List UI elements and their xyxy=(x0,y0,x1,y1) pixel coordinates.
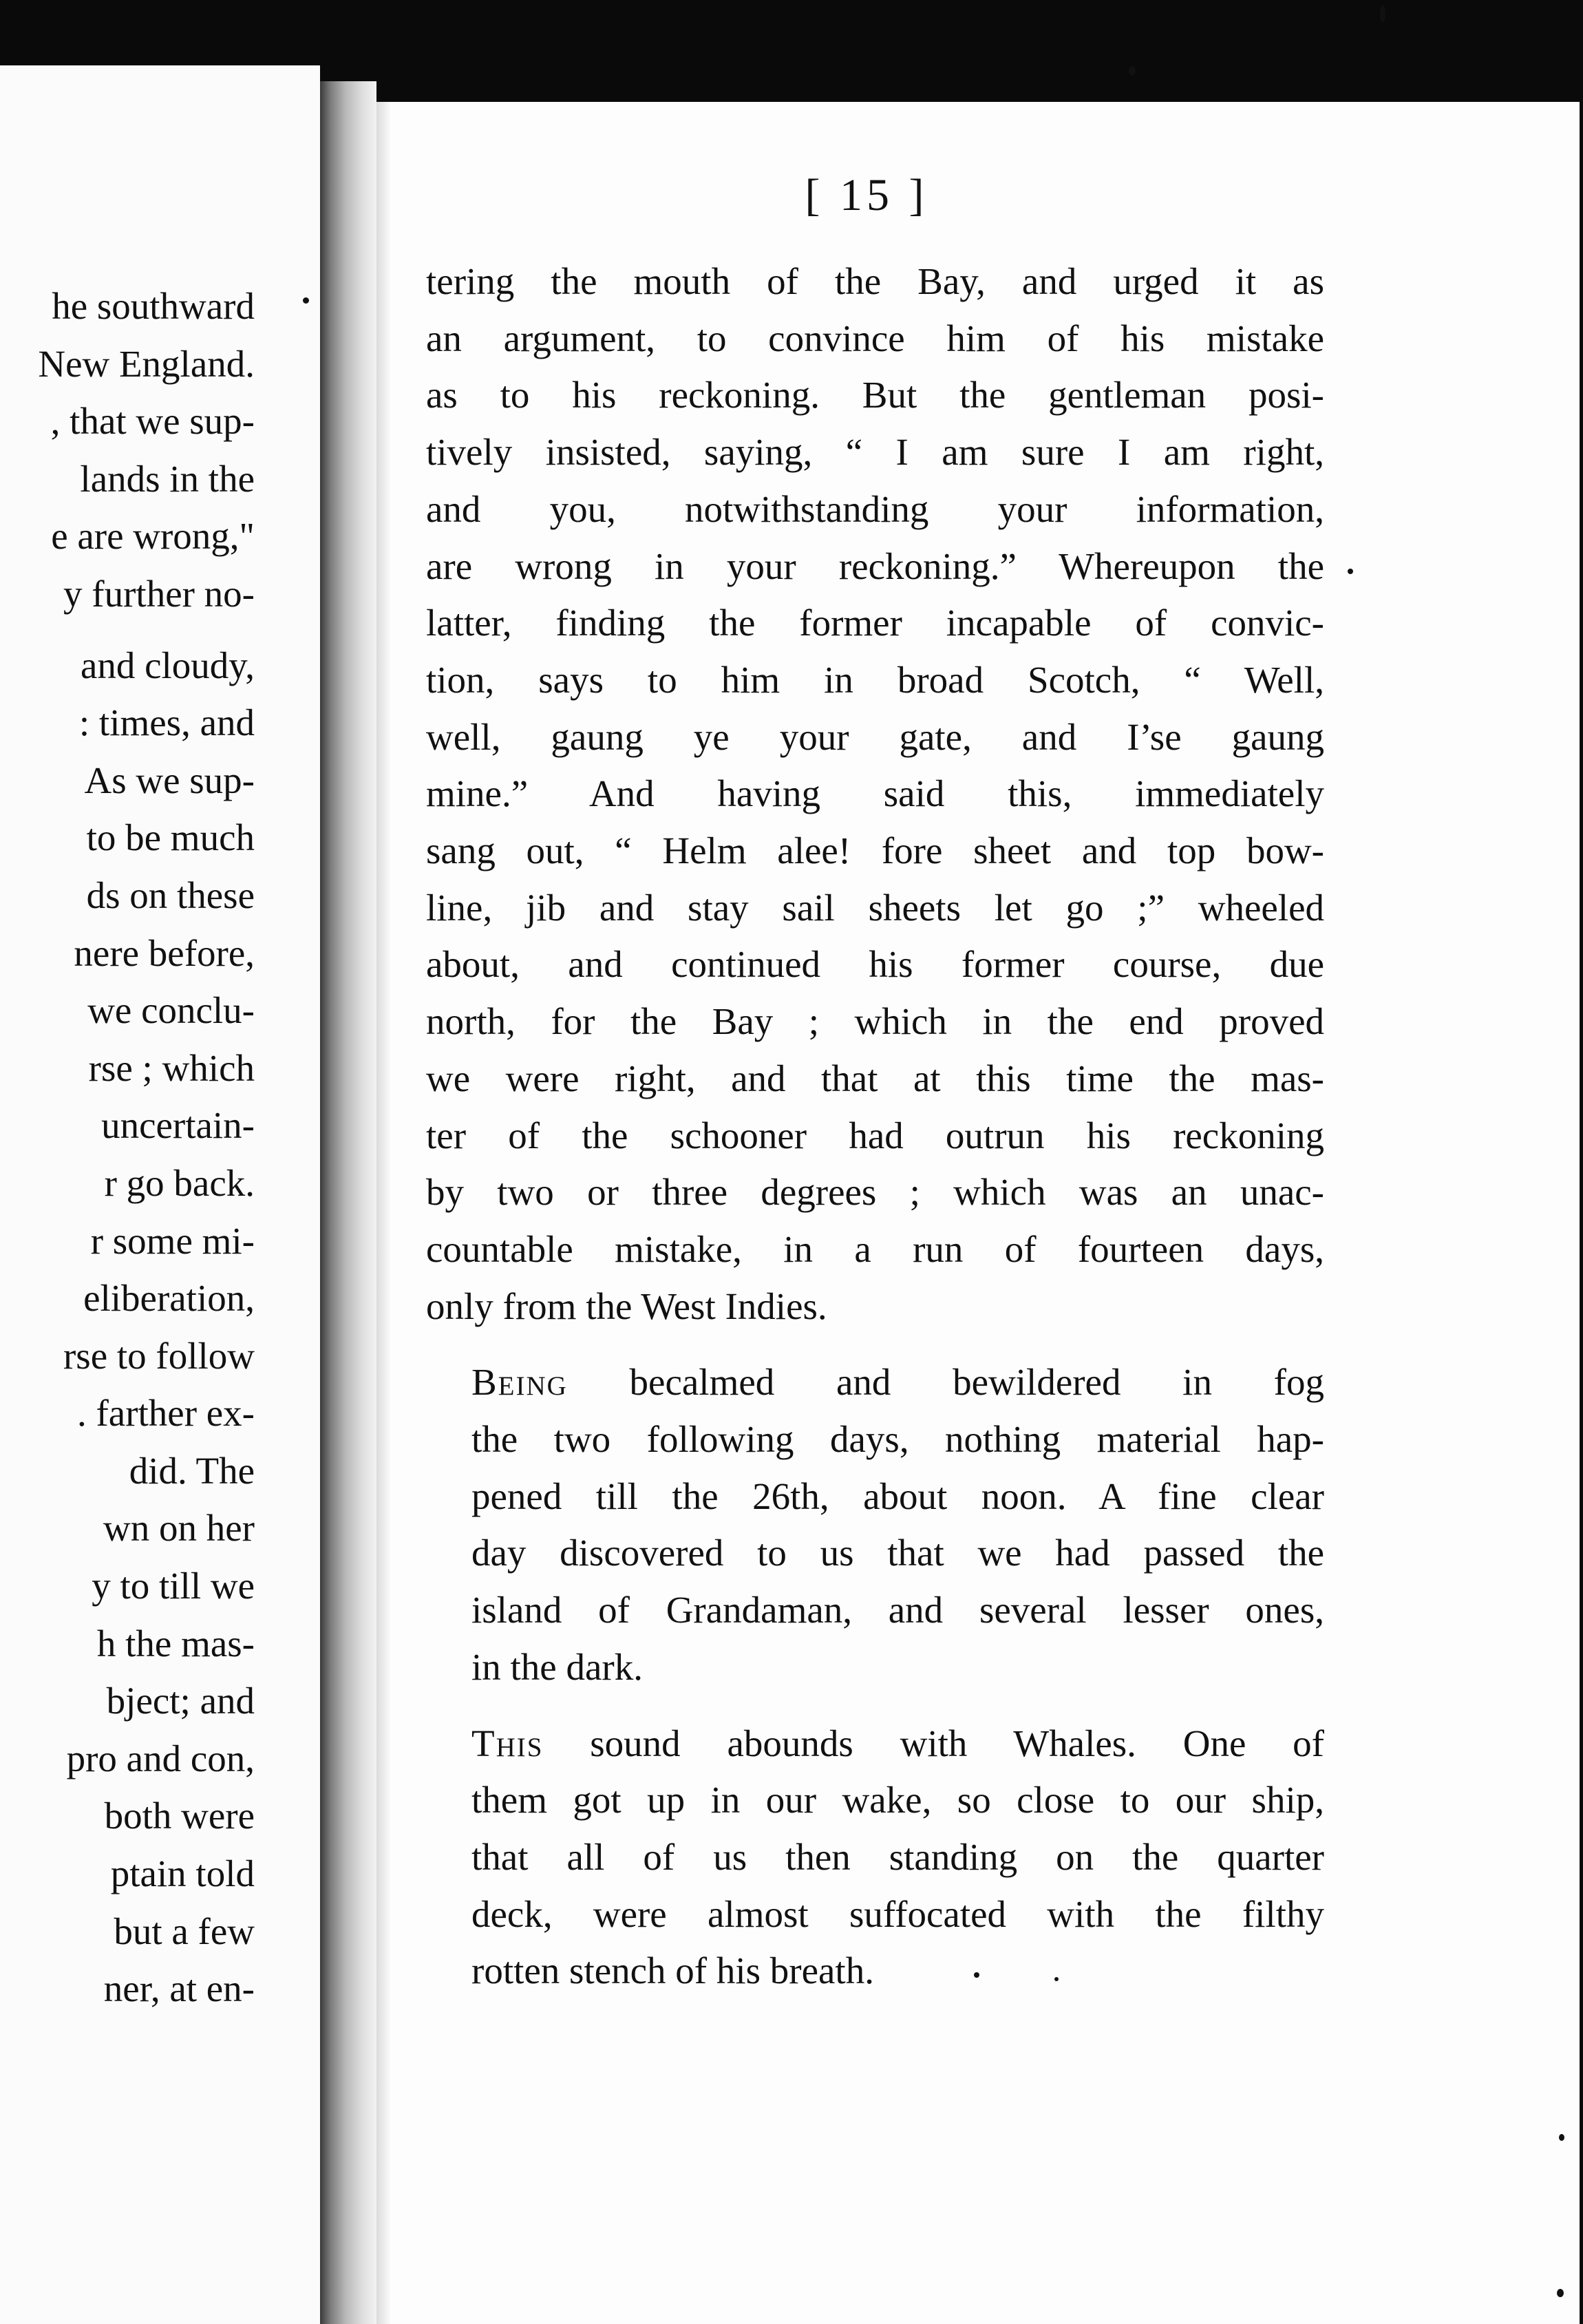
text-line: by two or three degrees ; which was an unac- xyxy=(426,1171,1324,1214)
left-line: r go back. xyxy=(104,1161,255,1204)
paragraph-lead-word: Being xyxy=(471,1361,568,1404)
left-line: : times, and xyxy=(78,701,255,744)
text-line: sang out, “ Helm alee! fore sheet and top bow- xyxy=(426,830,1324,872)
left-line: h the mas- xyxy=(96,1622,255,1665)
text-line: countable mistake, in a run of fourteen days, xyxy=(426,1227,1324,1270)
text-line: in the dark. xyxy=(471,1645,643,1688)
left-line: both were xyxy=(104,1795,255,1837)
left-line: , that we sup- xyxy=(50,400,255,443)
left-line: As we sup- xyxy=(84,759,255,801)
left-line: he southward xyxy=(52,285,255,327)
left-line: ds on these xyxy=(86,874,255,916)
text-line: pened till the 26th, about noon. A fine clear xyxy=(471,1475,1324,1517)
text-line: sound abounds with Whales. One of xyxy=(543,1722,1324,1764)
left-line: and cloudy, xyxy=(80,644,255,686)
left-line: to be much xyxy=(86,816,255,859)
left-line: rse to follow xyxy=(63,1334,255,1377)
left-line: eliberation, xyxy=(83,1277,255,1320)
right-page xyxy=(390,102,1580,2324)
left-page-text xyxy=(38,277,255,2018)
left-line: r some mi- xyxy=(90,1219,255,1262)
text-line: rotten stench of his breath. xyxy=(471,1950,874,1992)
text-line: tion, says to him in broad Scotch, “ Well, xyxy=(426,658,1324,701)
text-line: latter, finding the former incapable of convic- xyxy=(426,602,1324,644)
paragraph-lead-word: This xyxy=(471,1722,544,1764)
left-line: uncertain- xyxy=(101,1104,255,1147)
scan-speck xyxy=(303,297,309,304)
left-line: e are wrong," xyxy=(51,515,255,558)
text-line: tively insisted, saying, “ I am sure I am right, xyxy=(426,431,1324,474)
left-line: y to till we xyxy=(92,1565,255,1607)
text-line: we were right, and that at this time the mas- xyxy=(426,1057,1324,1099)
left-line: nere before, xyxy=(74,931,255,974)
left-page xyxy=(0,65,320,2324)
scan-speck xyxy=(1559,2134,1564,2141)
text-line: them got up in our wake, so close to our ship, xyxy=(471,1779,1324,1821)
scan-speck xyxy=(1129,66,1136,76)
page-number: [ 15 ] xyxy=(805,170,928,220)
paragraph-3 xyxy=(426,1715,1324,2000)
left-line: rse ; which xyxy=(88,1046,255,1089)
text-line: the two following days, nothing material hap- xyxy=(471,1418,1324,1461)
page-edge xyxy=(376,102,390,2324)
paragraph-2 xyxy=(426,1354,1324,1696)
text-line: north, for the Bay ; which in the end proved xyxy=(426,1000,1324,1043)
left-line: but a few xyxy=(114,1910,255,1952)
text-line: deck, were almost suffocated with the filthy xyxy=(471,1892,1324,1935)
scan-speck xyxy=(1348,569,1353,574)
text-line: are wrong in your reckoning.” Whereupon the xyxy=(426,545,1324,587)
book-gutter-shadow xyxy=(320,81,376,2324)
text-line: line, jib and stay sail sheets let go ;” wheeled xyxy=(426,886,1324,929)
text-line: well, gaung ye your gate, and I’se gaung xyxy=(426,715,1324,758)
left-line: ptain told xyxy=(110,1852,255,1895)
left-line: we conclu- xyxy=(87,989,255,1032)
left-line: . farther ex- xyxy=(76,1392,255,1435)
text-line: about, and continued his former course, due xyxy=(426,943,1324,986)
text-line: tering the mouth of the Bay, and urged it as xyxy=(426,260,1324,302)
text-line: that all of us then standing on the quarter xyxy=(471,1835,1324,1878)
scan-speck xyxy=(1557,2289,1564,2297)
text-line: day discovered to us that we had passed the xyxy=(471,1532,1324,1574)
left-line: ner, at en- xyxy=(103,1967,255,2010)
page-body xyxy=(426,253,1324,2000)
text-line: ter of the schooner had outrun his reckoning xyxy=(426,1114,1324,1156)
text-line: only from the West Indies. xyxy=(426,1285,827,1327)
text-line: island of Grandaman, and several lesser ones, xyxy=(471,1589,1324,1631)
scan-speck xyxy=(1054,1977,1059,1981)
scan-speck xyxy=(974,1972,979,1978)
left-line: bject; and xyxy=(106,1680,255,1722)
left-line: New England. xyxy=(38,342,255,385)
text-line: becalmed and bewildered in fog xyxy=(567,1361,1324,1404)
text-line: as to his reckoning. But the gentleman posi- xyxy=(426,374,1324,416)
text-line: and you, notwithstanding your information, xyxy=(426,487,1324,530)
left-line: did. The xyxy=(129,1449,255,1492)
left-line: pro and con, xyxy=(66,1737,255,1779)
left-line: wn on her xyxy=(103,1507,255,1550)
text-line: mine.” And having said this, immediately xyxy=(426,772,1324,815)
text-line: an argument, to convince him of his mistake xyxy=(426,317,1324,359)
scan-speck xyxy=(1380,6,1385,22)
left-line: lands in the xyxy=(80,457,255,500)
paragraph-1 xyxy=(426,253,1324,1335)
left-line: y further no- xyxy=(63,572,255,615)
